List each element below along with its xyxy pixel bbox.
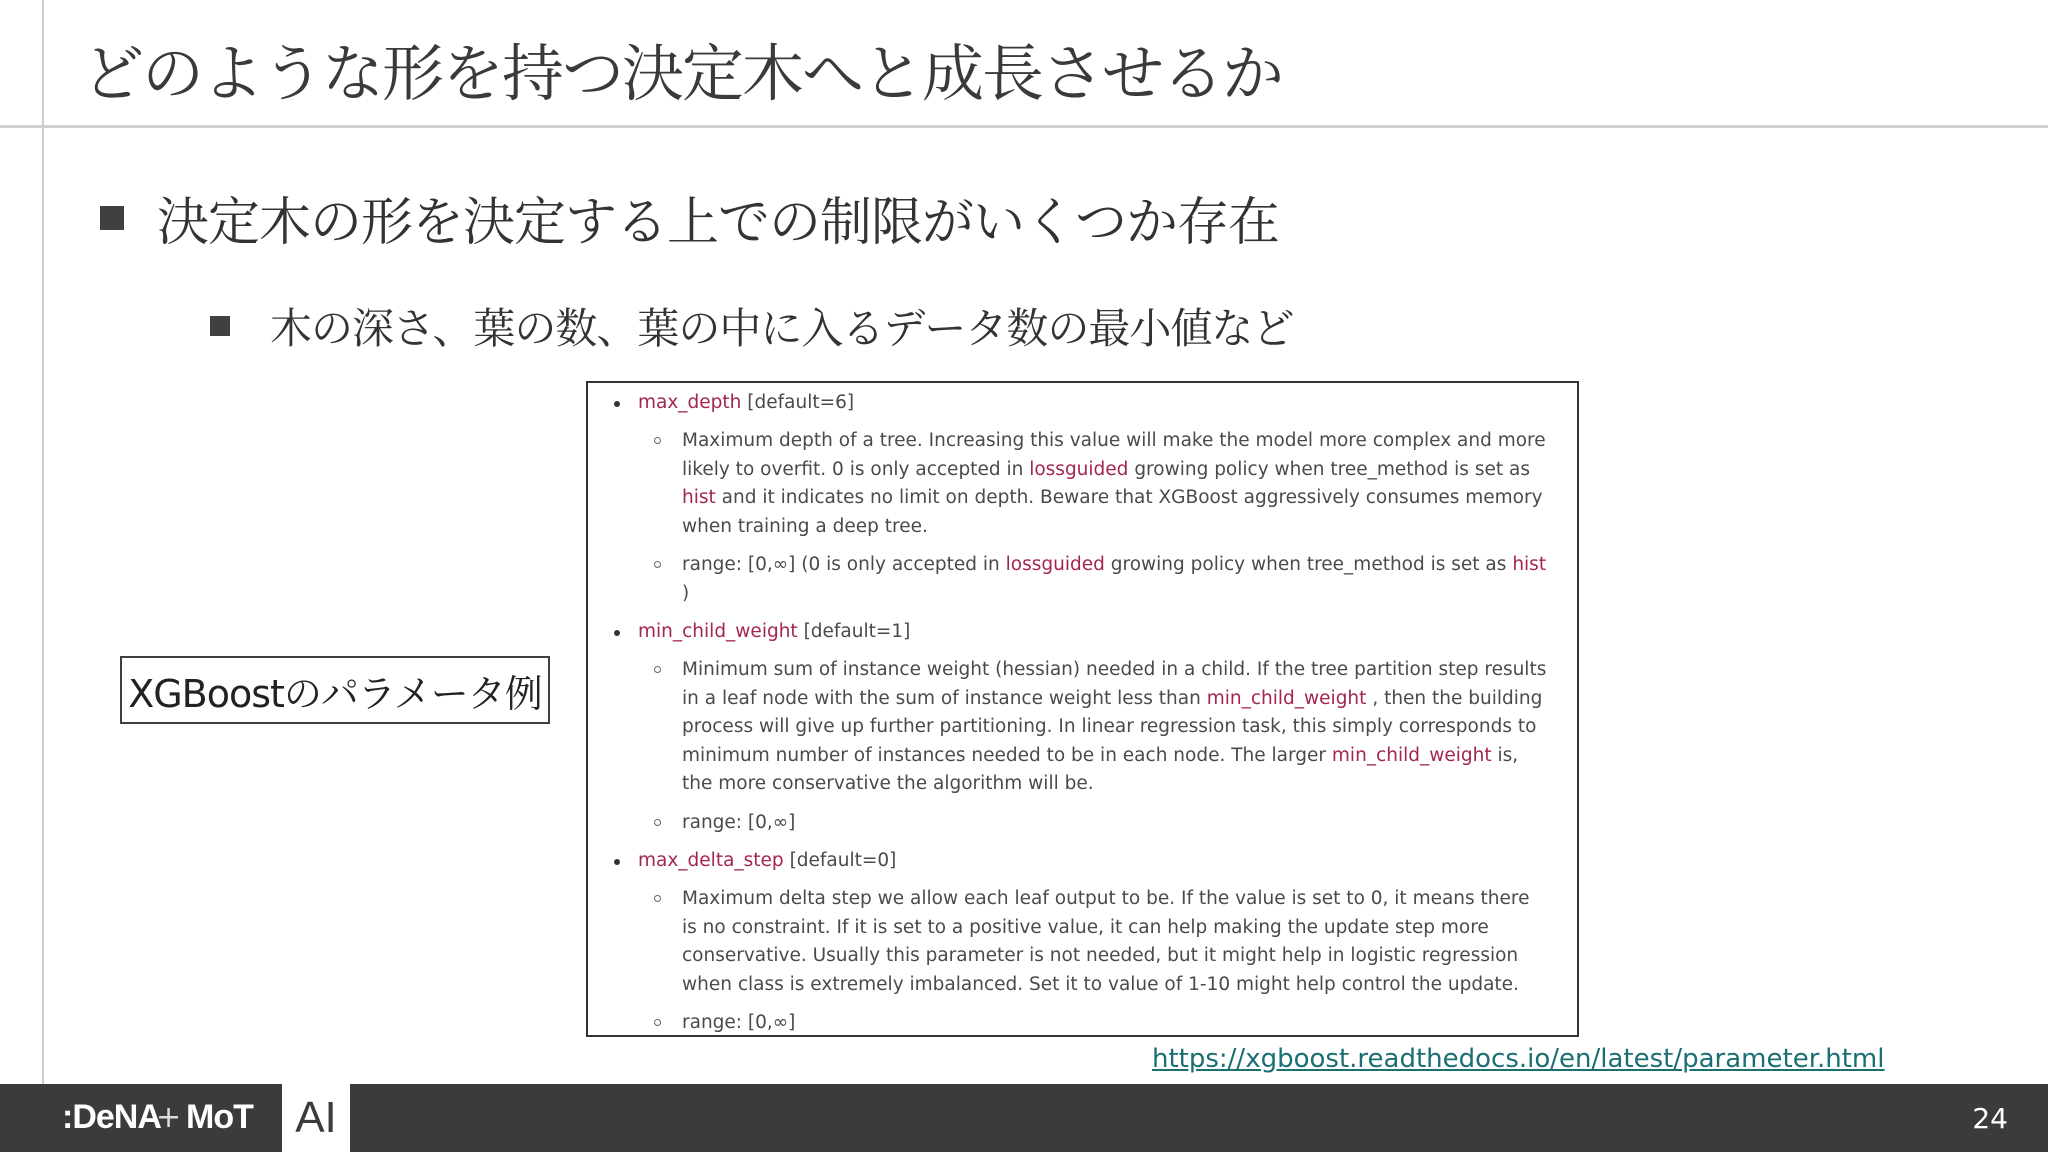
square-bullet-icon	[100, 206, 124, 230]
parameter-list	[608, 389, 1547, 1037]
param-name: min_child_weight	[638, 621, 798, 642]
param-name: max_depth	[638, 392, 742, 413]
ai-logo-box	[282, 1084, 350, 1152]
footer-bar	[0, 1084, 2048, 1152]
bullet-level1-text: 決定木の形を決定する上での制限がいくつか存在	[157, 193, 1280, 253]
mot-logo: MoT	[186, 1098, 253, 1136]
param-description: Minimum sum of instance weight (hessian) needed in a child. If the tree partition step results in a leaf node with the sum of instance weight less than min_child_weight , then the building process will give up further partitioning. In linear regression task, this simply corresponds to minimum number of instances needed to be in each node. The larger min_child_weight is, the more conservative the algorithm will be.	[638, 656, 1547, 799]
square-bullet-icon	[210, 316, 230, 336]
inline-code: hist	[1512, 554, 1547, 575]
left-vertical-rule	[42, 0, 44, 1084]
param-default: [default=1]	[803, 621, 911, 642]
inline-code: min_child_weight	[1206, 687, 1367, 709]
param-range: range: [0,∞]	[638, 1009, 1547, 1037]
param-max-depth	[608, 389, 1547, 608]
param-default: [default=6]	[747, 392, 855, 413]
page-number: 24	[1972, 1102, 2008, 1135]
param-range: range: [0,∞]	[638, 809, 1547, 838]
ai-logo: AI	[295, 1093, 337, 1142]
inline-code: lossguided	[1005, 554, 1105, 575]
figure-caption-box: XGBoostのパラメータ例	[120, 656, 550, 724]
inline-code: lossguided	[1029, 458, 1129, 480]
reference-link[interactable]: https://xgboost.readthedocs.io/en/latest/parameter.html	[1152, 1044, 1885, 1074]
param-max-delta-step	[608, 847, 1547, 1037]
bullet-level1	[100, 180, 1279, 255]
title-underline	[0, 125, 2048, 128]
param-description: Maximum delta step we allow each leaf output to be. If the value is set to 0, it means there is no constraint. If it is set to a positive value, it can help making the update step more conservative. Usually this parameter is not needed, but it might help in logistic regression when class is extremely imbalanced. Set it to value of 1-10 might help control the update.	[638, 885, 1547, 999]
inline-code: min_child_weight	[1331, 744, 1492, 766]
param-default: [default=0]	[789, 850, 897, 871]
logo-plus-sign: +	[156, 1100, 182, 1135]
param-description: Maximum depth of a tree. Increasing this value will make the model more complex and more likely to overfit. 0 is only accepted in lossguided growing policy when tree_method is set as hist and it indicates no limit on depth. Beware that XGBoost aggressively consumes memory when training a deep tree.	[638, 427, 1547, 541]
param-min-child-weight	[608, 618, 1547, 837]
slide-title: どのような形を持つ決定木へと成長させるか	[82, 37, 1283, 110]
xgboost-parameter-docs-image	[586, 381, 1579, 1037]
dena-logo: :DeNA	[62, 1098, 161, 1136]
bullet-level2-text: 木の深さ、葉の数、葉の中に入るデータ数の最小値など	[270, 304, 1294, 353]
param-name: max_delta_step	[638, 850, 784, 871]
param-range: range: [0,∞] (0 is only accepted in lossguided growing policy when tree_method is set as hist )	[638, 551, 1547, 608]
inline-code: hist	[682, 487, 716, 508]
bullet-level2	[210, 296, 1293, 356]
